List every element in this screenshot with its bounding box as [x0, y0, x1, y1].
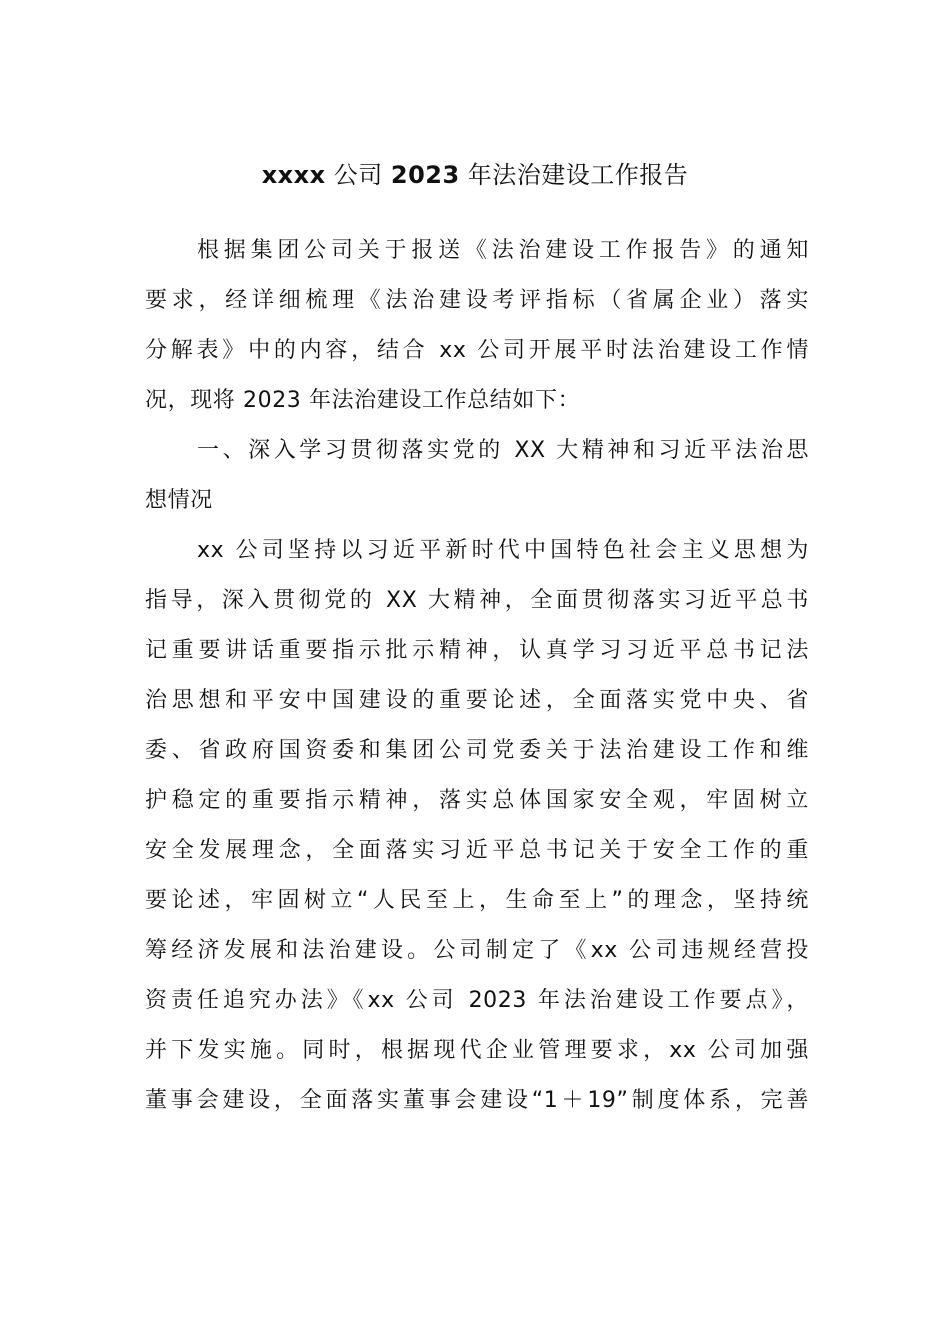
paragraph-line: 资责任追究办法》《xx 公司 2023 年法治建设工作要点》，	[145, 988, 809, 1013]
section-heading-line: 一、深入学习贯彻落实党的 XX 大精神和习近平法治思	[197, 438, 809, 463]
paragraph-line: 要求，经详细梳理《法治建设考评指标（省属企业）落实	[145, 288, 809, 313]
title-company-word: 公司	[325, 161, 391, 189]
paragraph-line: 指导，深入贯彻党的 XX 大精神，全面贯彻落实习近平总书	[145, 588, 809, 613]
paragraph-line: 分解表》中的内容，结合 xx 公司开展平时法治建设工作情	[145, 338, 809, 363]
section-heading-line: 想情况	[145, 488, 213, 513]
report-body	[145, 226, 809, 1126]
paragraph-line: 记重要讲话重要指示批示精神，认真学习习近平总书记法	[145, 638, 809, 663]
title-year: 2023	[390, 161, 460, 189]
paragraph-line: 况，现将 2023 年法治建设工作总结如下：	[145, 388, 581, 413]
paragraph-line: xx 公司坚持以习近平新时代中国特色社会主义思想为	[197, 538, 809, 563]
page-title	[0, 155, 950, 195]
paragraph-line: 安全发展理念，全面落实习近平总书记关于安全工作的重	[145, 838, 809, 863]
paragraph-line: 并下发实施。同时，根据现代企业管理要求，xx 公司加强	[145, 1038, 809, 1063]
paragraph-line: 治思想和平安中国建设的重要论述，全面落实党中央、省	[145, 688, 809, 713]
paragraph-line: 护稳定的重要指示精神，落实总体国家安全观，牢固树立	[145, 788, 809, 813]
paragraph-line: 根据集团公司关于报送《法治建设工作报告》的通知	[197, 238, 809, 263]
paragraph-line: 委、省政府国资委和集团公司党委关于法治建设工作和维	[145, 738, 809, 763]
title-rest: 年法治建设工作报告	[459, 161, 689, 189]
title-company-placeholder: xxxx	[261, 161, 326, 189]
paragraph-line: 董事会建设，全面落实董事会建设“1＋19”制度体系，完善	[145, 1088, 809, 1113]
paragraph-line: 要论述，牢固树立“人民至上，生命至上”的理念，坚持统	[145, 888, 809, 913]
paragraph-line: 筹经济发展和法治建设。公司制定了《xx 公司违规经营投	[145, 938, 809, 963]
